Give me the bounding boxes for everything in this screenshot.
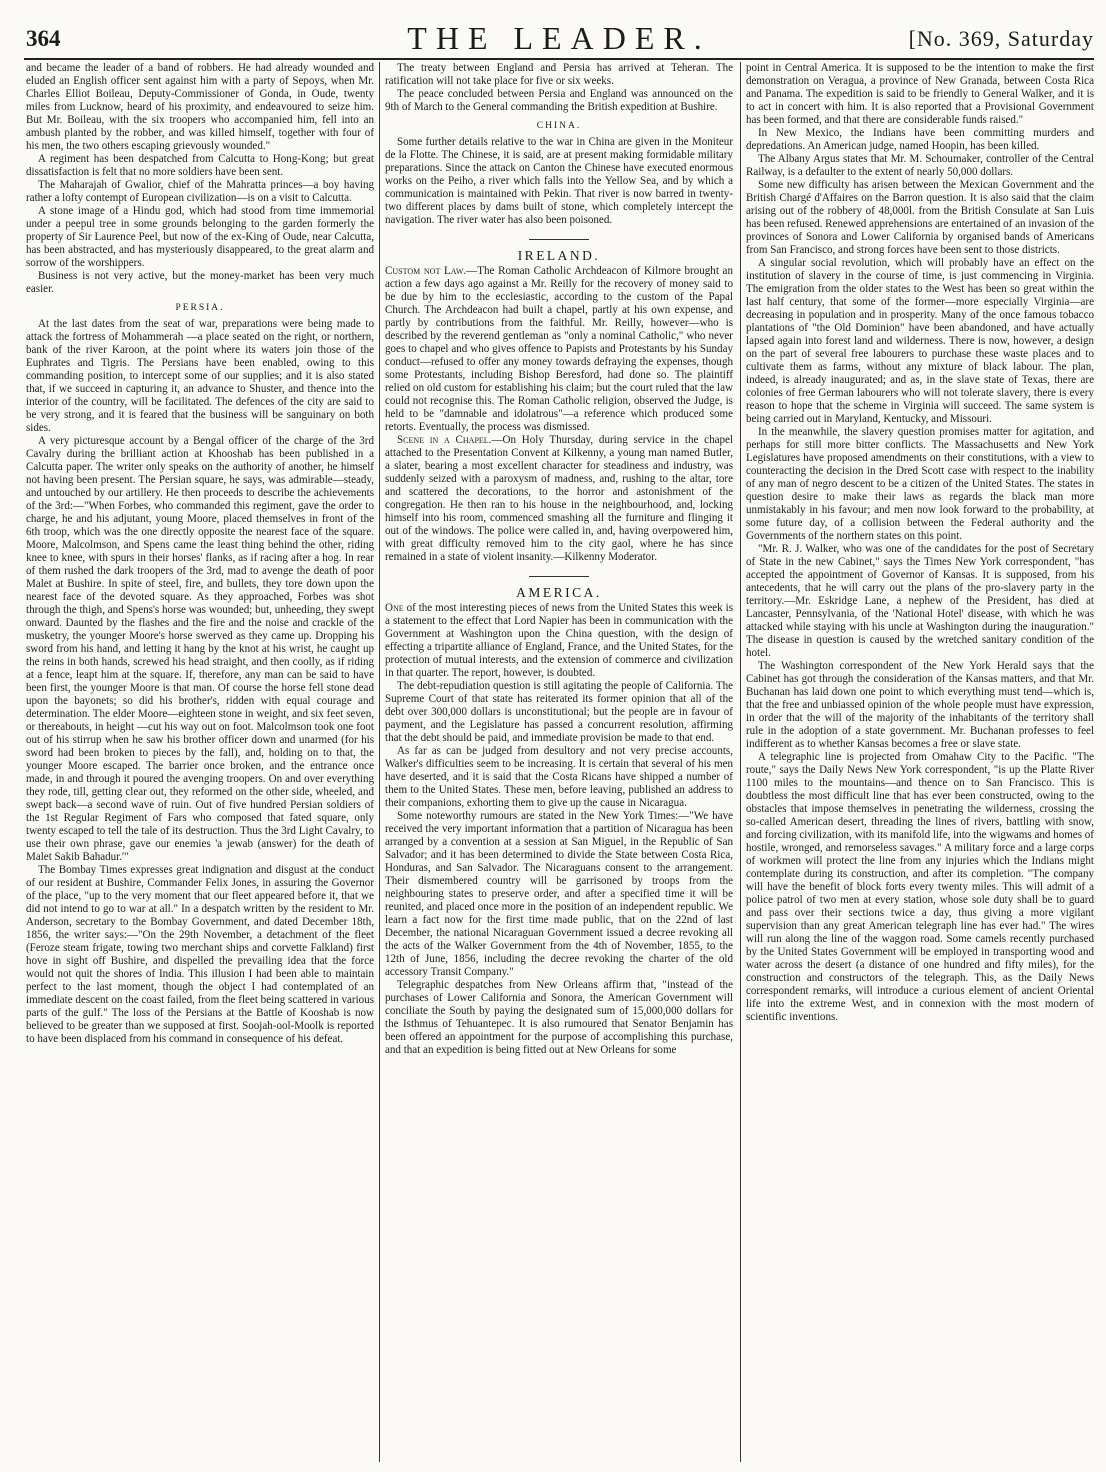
article-paragraph: Some noteworthy rumours are stated in the New York Times:—"We have received the very important information that a partition of Nicaragua has been arranged by a convention at a session at San Miguel, in the Republic of San Salvador; and it has been determined to divide the State between Costa Rica, Honduras, and San Salvador. The Nicaraguans consent to the arrangement. Their dismembered country will be garrisoned by troops from the neighbouring states to preserve order, and after a specified time it will be reunited, and placed once more in the position of an independent republic. We learn a fact now for the first time made public, that on the 22nd of last December, the national Nicaraguan Government issued a decree revoking all the acts of the Walker Government from the 4th of November, 1855, to the 12th of June, 1856, including the decree revoking the charter of the old accessory Transit Company.": [385, 810, 733, 978]
article-paragraph: The treaty between England and Persia has arrived at Teheran. The ratification will not take place for five or six weeks.: [385, 62, 733, 87]
article-paragraph: and became the leader of a band of robbers. He had already wounded and eluded an English officer sent against him with a party of Sepoys, when Mr. Charles Elliot Boileau, Deputy-Commissioner of Gonda, in Oude, twenty miles from Lucknow, heard of his proximity, and endeavoured to seize him. But Mr. Boileau, with the six troopers who accompanied him, fell into an ambush planted by the robber, and was killed himself, together with four of his men, the two others escaping grievously wounded.": [26, 62, 374, 152]
article-paragraph: [385, 602, 733, 680]
article-paragraph: A singular social revolution, which will probably have an effect on the institution of slavery in the course of time, is just commencing in Virginia. The emigration from the older states to the West has been so great within the last half century, that some of the former—more especially Virginia—are decreasing in population and in prosperity. Many of the once famous tobacco plantations of "the Old Dominion" have been abandoned, and have actually lapsed again into forest land and wilderness. There is now, however, a design on the part of several free labourers to purchase these waste places and to cultivate them as farms, without any mixture of black labour. The plan, indeed, is already inaugurated; and as, in the slave state of Texas, there are colonies of free German labourers who will not tolerate slavery, there is every reason to hope that the scheme in Virginia will succeed. The same system is being carried out in Maryland, Kentucky, and Missouri.: [746, 257, 1094, 425]
column-3: [746, 62, 1094, 1462]
subsection-heading: CHINA.: [536, 121, 582, 131]
article-paragraph: A regiment has been despatched from Calcutta to Hong-Kong; but great dissatisfaction is felt that no more soldiers have been sent.: [26, 153, 374, 178]
article-paragraph: The peace concluded between Persia and England was announced on the 9th of March to the General commanding the British expedition at Bushire.: [385, 88, 733, 113]
article-paragraph: In New Mexico, the Indians have been committing murders and depredations. An American judge, named Hoopin, has been killed.: [746, 127, 1094, 152]
newspaper-title: THE LEADER.: [407, 20, 711, 56]
article-paragraph: Business is not very active, but the money-market has been very much easier.: [26, 270, 374, 295]
run-in-heading: Scene in a Chapel.: [397, 434, 492, 446]
column-2: [385, 62, 733, 1462]
article-paragraph: [385, 265, 733, 434]
article-paragraph: point in Central America. It is supposed to be the intention to make the first demonstration on Veragua, a province of New Granada, between Costa Rica and Panama. The expedition is said to be friendly to General Walker, and it is to act in concert with him. It is also reported that a Provisional Government has been formed, and that there are considerable funds raised.": [746, 62, 1094, 126]
subsection-heading: PERSIA.: [175, 303, 225, 313]
masthead: [24, 14, 1094, 60]
article-paragraph: [385, 434, 733, 564]
section-heading: IRELAND.: [517, 248, 601, 263]
column-1: [26, 62, 374, 1462]
paragraph-text: of the most interesting pieces of news from the United States this week is a statement to the effect that Lord Napier has been in communication with the Government at Washington upon the China question, with the design of effecting a tripartite alliance of England, France, and the United States, for the protection of mutual interests, and the extension of commerce and civilization in that quarter. The report, however, is doubted.: [385, 602, 733, 679]
run-in-heading: One: [385, 602, 404, 614]
section-heading: AMERICA.: [516, 585, 602, 600]
article-paragraph: The Bombay Times expresses great indignation and disgust at the conduct of our resident at Bushire, Commander Felix Jones, in assuring the Governor of the place, "up to the very moment that our fleet appeared before it, that we did not intend to go to war at all." In a despatch written by the resident to Mr. Anderson, secretary to the Bombay Government, and dated December 18th, 1856, the writer says:—"On the 29th November, a detachment of the fleet (Feroze steam frigate, towing two merchant ships and corvette Falkland) first hove in sight off Bushire, and dispelled the prevailing idea that the force would not quit the shores of India. This illusion I had been able to maintain perfect to the last moment, though the object I had contemplated of an immediate descent on the coast failed, from the fleet being scattered in various parts of the gulf." The loss of the Persians at the Battle of Kooshab is now believed to be greater than we supposed at first. Soojah-ool-Moolk is reported to have been displaced from his command in consequence of his defeat.: [26, 864, 374, 1045]
page-number: 364: [26, 26, 61, 51]
article-paragraph: Some new difficulty has arisen between the Mexican Government and the British Chargé d'Affaires on the Barron question. It is also said that the claim arising out of the robbery of 48,000l. from the British Consulate at San Luis has been refused. Renewed apprehensions are entertained of an invasion of the provinces of Sonora and Lower California by organised bands of Americans from San Francisco, and strong forces have been sent to those districts.: [746, 179, 1094, 256]
article-paragraph: In the meanwhile, the slavery question promises matter for agitation, and perhaps for still more bitter conflicts. The Massachusetts and New York Legislatures have proposed amendments on their constitutions, with a view to counteracting the decision in the Dred Scott case with respect to the inability of any man of negro descent to be a citizen of the United States. The states in question desire to make their laws as regards the black man more unmistakably in his favour; and men now look forward to the probability, at some future day, of a collision between the Federal authority and the Governments of the northern states on this point.: [746, 426, 1094, 542]
column-rule: [740, 62, 741, 1462]
section-divider: [529, 239, 589, 240]
article-paragraph: Some further details relative to the war in China are given in the Moniteur de la Flotte. The Chinese, it is said, are at present making formidable military preparations. Since the attack on Canton the Chinese have executed enormous works on the Peiho, a river which falls into the Yellow Sea, and by which a communication is maintained with Pekin. That river is now barred in twenty-two different places by dams built of stone, which completely intercept the navigation. The river water has also been poisoned.: [385, 136, 733, 226]
article-paragraph: A very picturesque account by a Bengal officer of the charge of the 3rd Cavalry during the brilliant action at Khooshab has been published in a Calcutta paper. The writer only speaks on the authority of another, he himself not having been present. The Persian square, he says, was admirable—steady, and untouched by our artillery. He then proceeds to describe the achievements of the 3rd:—"When Forbes, who commanded this regiment, gave the order to charge, he and his adjutant, young Moore, placed themselves in front of the 6th troop, which was the one directly opposite the nearest face of the square. Moore, Malcolmson, and Spens came the least thing behind the other, riding knee to knee, with spurs in their horses' flanks, as if racing after a hog. In rear of them rushed the dark troopers of the 3rd, mad to avenge the death of poor Malet at Bushire. In spite of steel, fire, and bullets, they tore down upon the nearest face of the devoted square. As they approached, Forbes was shot through the thigh, and Spens's horse was wounded; but, unheeding, they swept onward. Daunted by the flashes and the fire and the noise and crackle of the musketry, the younger Moore's horse swerved as they came up. Dropping his sword from his hand, and letting it hang by the knot at his wrist, he caught up the reins in both hands, screwed his head straight, and then coolly, as if riding at a fence, leapt him at the square. If, therefore, any man can be said to have been first, the younger Moore is that man. Of course the horse fell stone dead upon the bayonets; so did his brother's, ridden with equal courage and determination. The elder Moore—eighteen stone in weight, and six feet seven, or thereabouts, in height —cut his way out on foot. Malcolmson took one foot out of his stirrup when he saw his brother officer down and unarmed (for his sword had been broken to pieces by the fall), and, holding on to that, the younger Moore escaped. The barrier once broken, and the entrance once made, in and through it poured the avenging troopers. On and over everything they rode, till, getting clear out, they reformed on the other side, wheeled, and swept back—a second wave of ruin. Out of five hundred Persian soldiers of the 1st Regular Regiment of Fars who composed that fated square, only twenty escaped to tell the tale of its destruction. Thus the 3rd Light Cavalry, to use their own phrase, gave our enemies 'a jewab (answer) for the death of Malet Sakib Bahadur.'": [26, 435, 374, 863]
issue-line: [No. 369, Saturday: [908, 26, 1094, 51]
article-paragraph: At the last dates from the seat of war, preparations were being made to attack the fortress of Mohammerah —a place seated on the right, or northern, bank of the river Karoon, at the point where its waters join those of the Euphrates and Tigris. The Persians have been enabled, owing to this commanding position, to intercept some of our supplies; and it is also stated that, if we succeed in capturing it, an advance to Shuster, and thence into the interior of the country, will be facilitated. The defences of the city are said to be very strong, and it is feared that the business will be sanguinary on both sides.: [26, 318, 374, 434]
article-paragraph: The Albany Argus states that Mr. M. Schoumaker, controller of the Central Railway, is a defaulter to the extent of nearly 50,000 dollars.: [746, 153, 1094, 178]
run-in-heading: Custom not Law.: [385, 265, 467, 277]
article-paragraph: The Maharajah of Gwalior, chief of the Mahratta princes—a boy having rather a lofty contempt of European civilization—is on a visit to Calcutta.: [26, 179, 374, 204]
article-paragraph: "Mr. R. J. Walker, who was one of the candidates for the post of Secretary of State in the new Cabinet," says the Times New York correspondent, "has accepted the appointment of Governor of Kansas. It is supposed, from his antecedents, that he will carry out the plans of the pro-slavery party in the territory.—Mr. Eskridge Lane, a nephew of the President, has died at Lancaster, Pennsylvania, of the 'National Hotel' disease, with which he was attacked while staying with his uncle at Washington during the inauguration." The disease in question is caused by the wretched sanitary condition of the hotel.: [746, 543, 1094, 659]
article-paragraph: As far as can be judged from desultory and not very precise accounts, Walker's difficulties seem to be increasing. It is certain that several of his men have deserted, and it is said that the Costa Ricans have shipped a number of them to the United States. These men, before leaving, published an address to their companions, exhorting them to give up the cause in Nicaragua.: [385, 745, 733, 809]
article-paragraph: Telegraphic despatches from New Orleans affirm that, "instead of the purchases of Lower California and Sonora, the American Government will conciliate the South by paying the designated sum of 15,000,000 dollars for the Isthmus of Tehuantepec. It is also rumoured that Senator Benjamin has been offered an appointment for the purpose of accomplishing this purchase, and that an expedition is being fitted out at New Orleans for some: [385, 979, 733, 1056]
article-paragraph: A telegraphic line is projected from Omahaw City to the Pacific. "The route," says the Daily News New York correspondent, "is up the Platte River 1100 miles to the mountains—and thence on to San Francisco. This is doubtless the most difficult line that has ever been constructed, owing to the obstacles that impose themselves in penetrating the wilderness, crossing the so-called American desert, threading the lines of rivers, battling with snow, and forcing civilization, with its manifold life, into the wigwams and homes of hostile, wronged, and remorseless savages." A military force and a large corps of workmen will protect the line from any injuries which the Indians might contemplate during its construction, and after its completion. "The company will have the benefit of block forts every twenty miles. This will admit of a police patrol of two men at every station, whose sole duty shall be to guard and pass over their sections twice a day, thus giving a more vigilant supervision than any great American telegraph line has ever had." The wires will run along the line of the waggon road. Some camels recently purchased by the United States Government will be employed in transporting wood and water across the desert (a distance of one hundred and fifty miles), for the construction and constructors of the telegraph. This, as the Daily News correspondent remarks, will introduce a curious element of ancient Oriental life into the extreme West, and in connexion with the most modern of scientific inventions.: [746, 751, 1094, 1023]
paragraph-text: —The Roman Catholic Archdeacon of Kilmore brought an action a few days ago against a Mr. Reilly for the recovery of money said to be due by him to the ecclesiastic, according to the custom of the Papal Church. The Archdeacon had built a chapel, partly at his own expense, and partly by contributions from the faithful. Mr. Reilly, however—who is described by the reverend gentleman as "only a nominal Catholic," who never goes to chapel and who gives offence to Papists and Protestants by his Sunday conduct—refused to offer any money towards defraying the expenses, though some Protestants, including Bishop Beresford, had done so. The plaintiff relied on old custom for establishing his claim; but the court ruled that the law could not recognise this. The Roman Catholic religion, observed the Judge, is held to be "damnable and idolatrous"—a reference which produced some retorts. Eventually, the process was dismissed.: [385, 265, 733, 433]
section-divider: [529, 576, 589, 577]
article-paragraph: The Washington correspondent of the New York Herald says that the Cabinet has got through the consideration of the Kansas matters, and that Mr. Buchanan has laid down one point to which everything must tend—which is, that the free and unbiassed opinion of the whole people must have expression, in order that the will of the majority of the inhabitants of the territory shall rule in the adoption of a state government. Mr. Buchanan professes to feel indifferent as to whether Kansas becomes a free or slave state.: [746, 660, 1094, 750]
article-paragraph: A stone image of a Hindu god, which had stood from time immemorial under a peepul tree in some grounds belonging to the garden formerly the property of Sir Laurence Peel, but now of the ex-King of Oude, near Calcutta, has been abstracted, and has mysteriously disappeared, to the great alarm and sorrow of the worshippers.: [26, 205, 374, 269]
column-rule: [379, 62, 380, 1462]
paragraph-text: —On Holy Thursday, during service in the chapel attached to the Presentation Convent at Kilkenny, a young man named Butler, a slater, bearing a most excellent character for steadiness and industry, was suddenly seized with a paroxysm of madness, and, rushing to the altar, tore and scattered the decorations, to the horror and astonishment of the congregation. He then ran to his house in the neighbourhood, and, locking himself into his room, commenced smashing all the furniture and flinging it out of the windows. The police were called in, and, having overpowered him, with great difficulty removed him to the city gaol, where he has since remained in a state of violent insanity.—Kilkenny Moderator.: [385, 434, 733, 563]
article-paragraph: The debt-repudiation question is still agitating the people of California. The Supreme Court of that state has reiterated its former opinion that all of the debt over 300,000 dollars is unconstitutional; but the people are in favour of payment, and the Legislature has passed a concurrent resolution, affirming that the debt should be paid, and immediate provision be made to that end.: [385, 680, 733, 744]
